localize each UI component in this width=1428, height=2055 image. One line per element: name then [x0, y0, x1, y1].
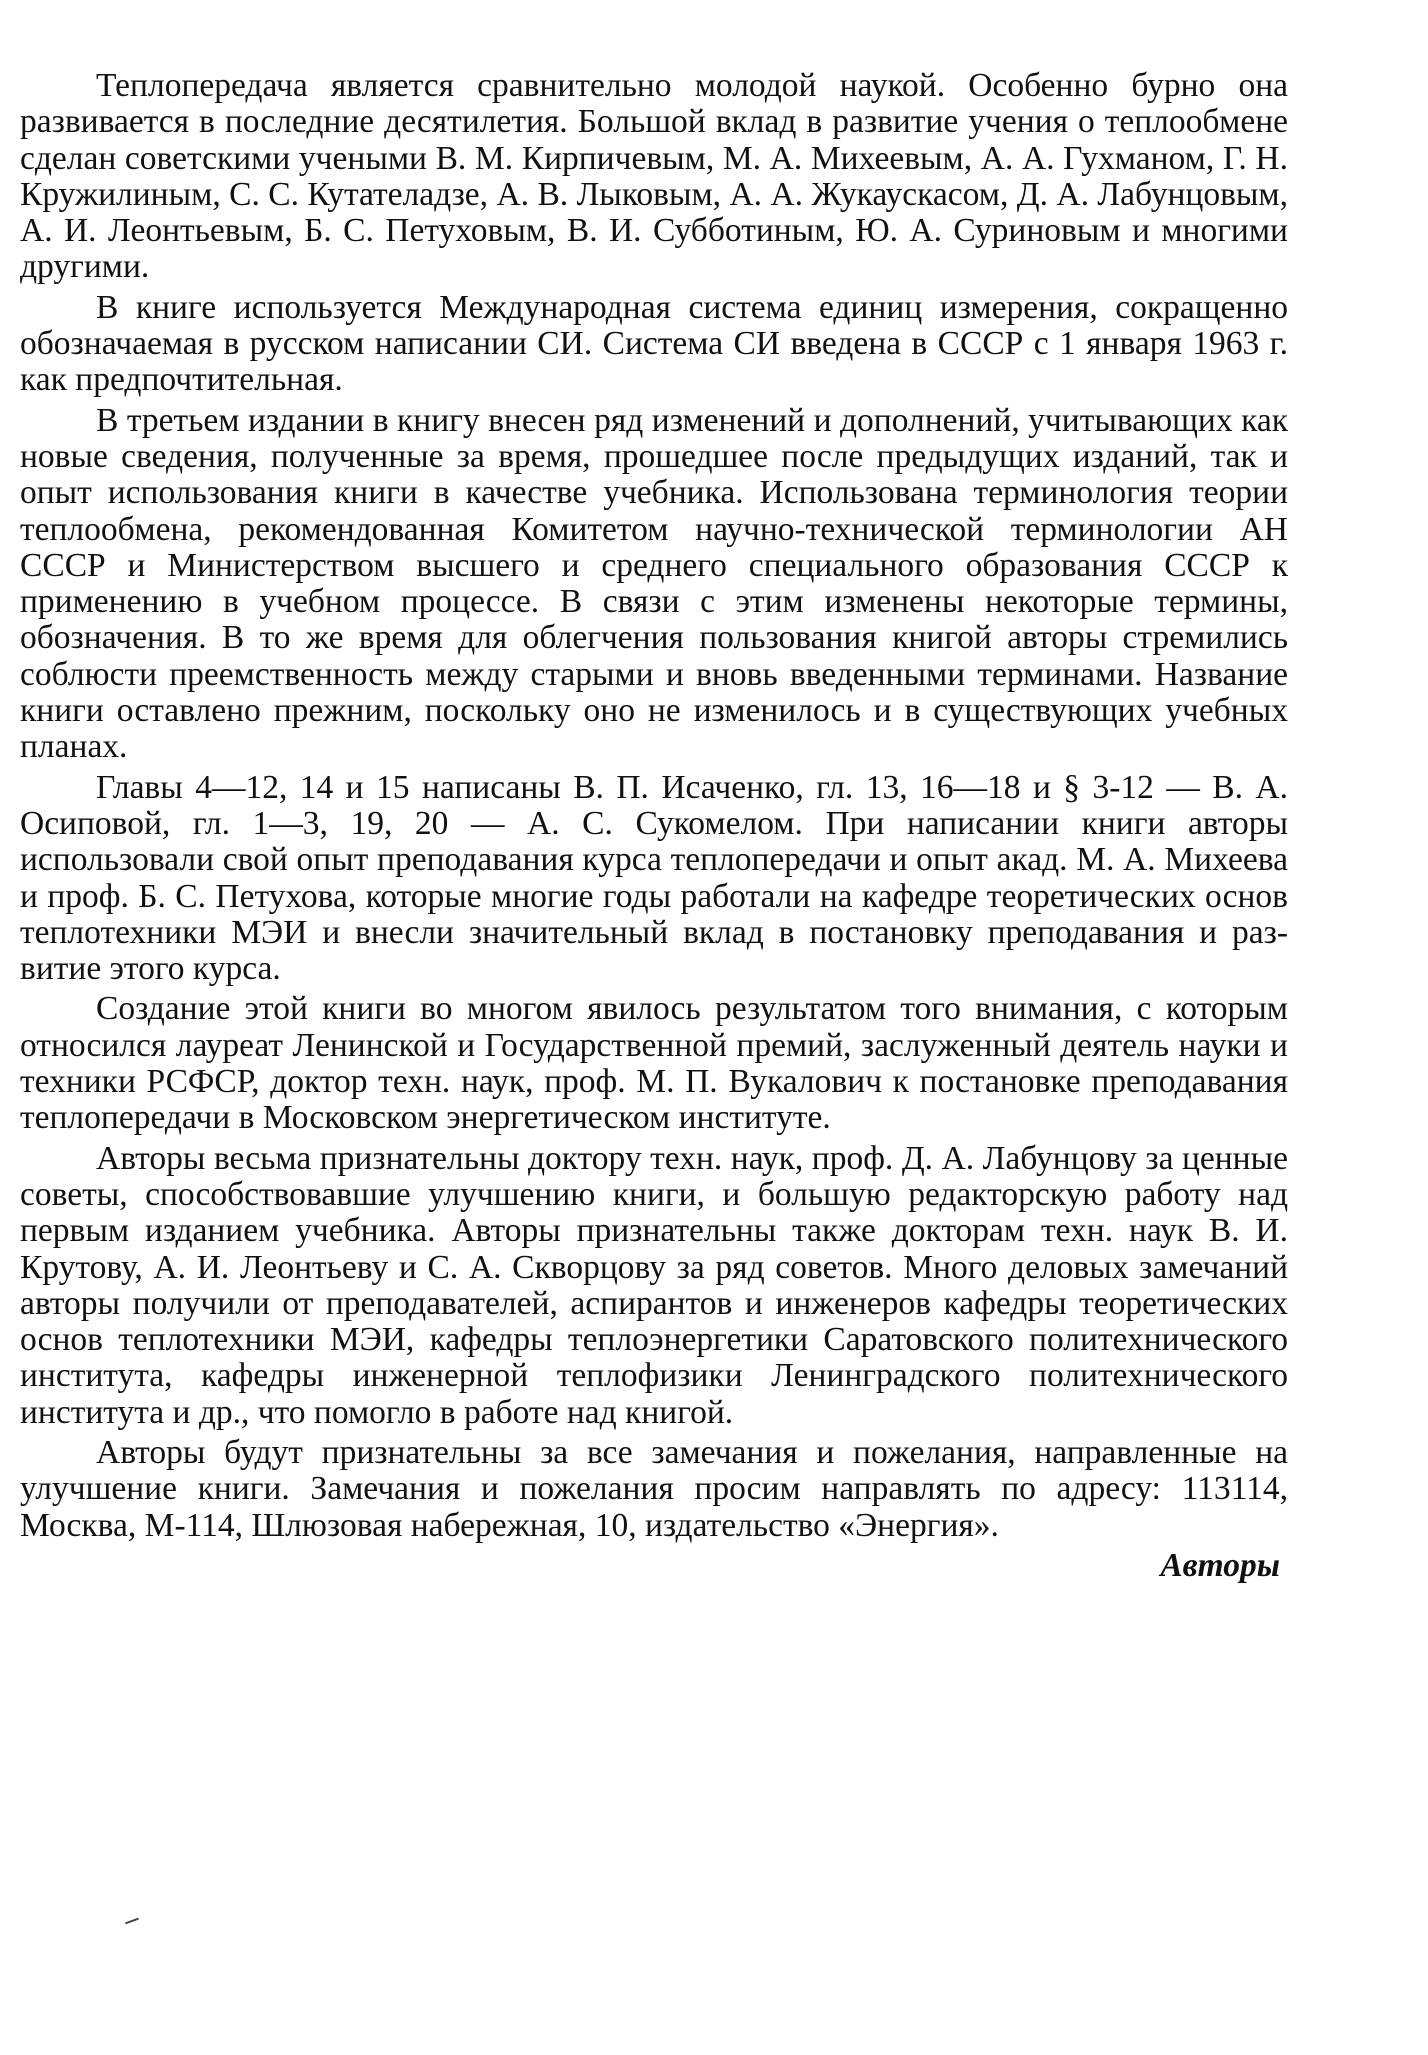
preface-paragraph-3: В третьем издании в книгу внесен ряд изменений и дополнений, учитывающих как новые сведения, полученные за время, прошедшее после предыдущих изданий, так и опыт использования книги в качестве учебника. Использована терминология теории теплообмена, рекомендованная Комитетом научно-технической терминологии АН СССР и Министерством высшего и среднего специального образования СССР к применению в учебном процессе. В связи с этим изменены некоторые термины, обозначения. В то же время для облегчения пользования книгой авторы стремились соблюсти преемственность между старыми и вновь введенными терминами. Название книги оставлено прежним, поскольку оно не изменилось и в существующих учебных планах. [20, 401, 1288, 766]
authors-signature: Авторы [1160, 1546, 1280, 1584]
preface-paragraph-7: Авторы будут признательны за все замечания и пожелания, направленные на улучшение книги. Замечания и пожелания просим направлять по адресу: 113114, Москва, М-114, Шлюзовая набережная, 10, издательство «Энергия». [20, 1433, 1288, 1544]
preface-paragraph-4: Главы 4—12, 14 и 15 написаны В. П. Исаченко, гл. 13, 16—18 и § 3-12 — В. А. Осиповой, гл. 1—3, 19, 20 — А. С. Сукомелом. При написании книги авторы использовали свой опыт преподавания курса теплопередачи и опыт акад. М. А. Михеева и проф. Б. С. Петухова, которые многие годы работали на кафедре теоретических основ теплотехники МЭИ и внесли значительный вклад в постановку преподавания и развитие этого курса. [20, 768, 1288, 988]
preface-paragraph-5: Создание этой книги во многом явилось результатом того внимания, с которым относился лауреат Ленинской и Государственной премий, заслуженный деятель науки и техники РСФСР, доктор техн. наук, проф. М. П. Вукалович к постановке преподавания теплопередачи в Московском энергетическом институте. [20, 990, 1288, 1137]
preface-paragraph-2: В книге используется Международная система единиц измерения, сокращенно обозначаемая в русском написании СИ. Система СИ введена в СССР с 1 января 1963 г. как предпочтительная. [20, 288, 1288, 399]
preface-paragraph-6: Авторы весьма признательны доктору техн. наук, проф. Д. А. Лабунцову за ценные советы, способствовавшие улучшению книги, и большую редакторскую работу над первым изданием учебника. Авторы признательны также докторам техн. наук В. И. Крутову, А. И. Леонтьеву и С. А. Скворцову за ряд советов. Много деловых замечаний авторы получили от преподавателей, аспирантов и инженеров кафедры теоретических основ теплотехники МЭИ, кафедры теплоэнергетики Саратовского политехнического института, кафедры инженерной теплофизики Ленинградского политехнического института и др., что помогло в работе над книгой. [20, 1139, 1288, 1431]
preface-paragraph-1: Теплопередача является сравнительно молодой наукой. Особенно бурно она развивается в последние десятилетия. Большой вклад в развитие учения о теплообмене сделан советскими учеными В. М. Кирпичевым, М. А. Михеевым, А. А. Гухманом, Г. Н. Кружилиным, С. С. Кутателадзе, А. В. Лыковым, А. А. Жукаускасом, Д. А. Лабунцовым, А. И. Леонтьевым, Б. С. Петуховым, В. И. Субботиным, Ю. А. Суриновым и многими другими. [20, 67, 1288, 286]
stray-ink-mark [125, 1918, 139, 1925]
preface-page [20, 68, 1288, 1584]
